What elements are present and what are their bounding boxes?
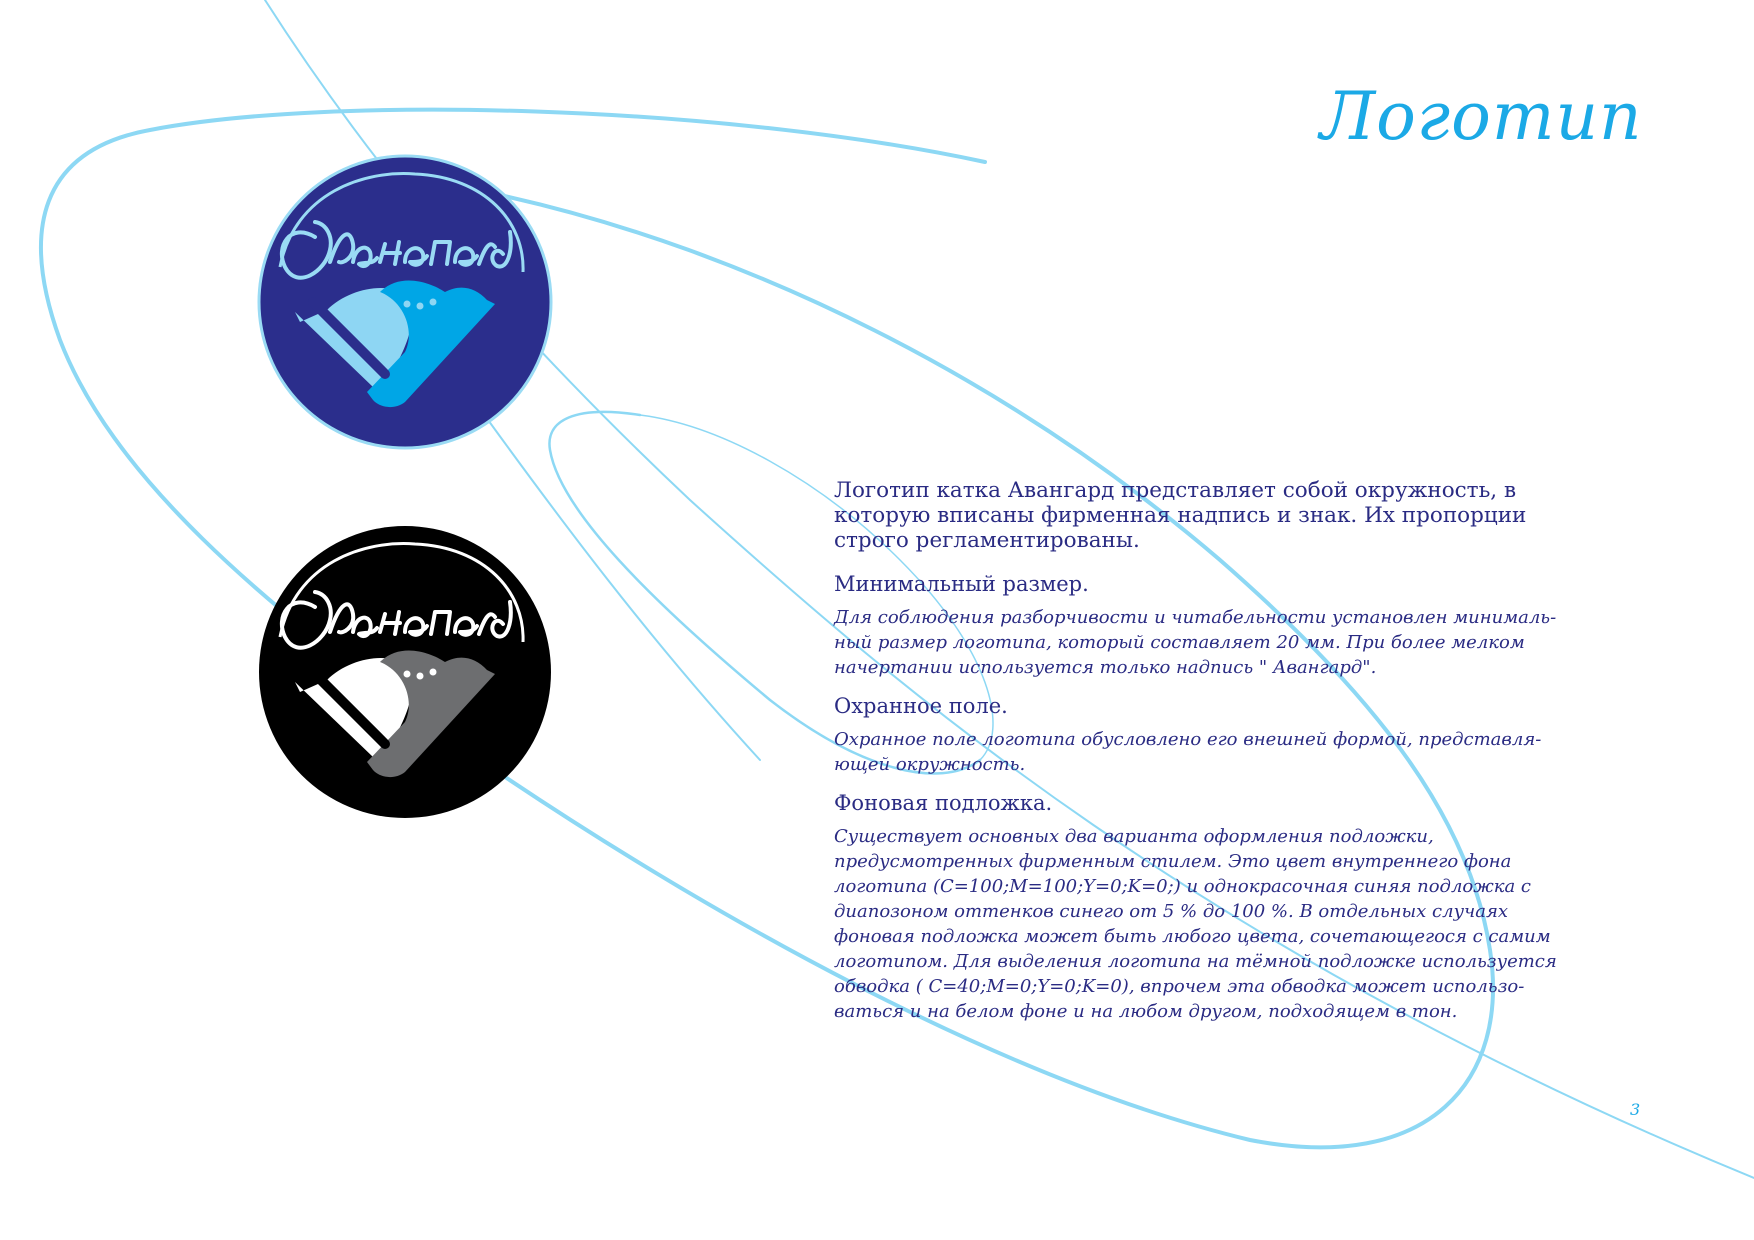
section-heading-background: Фоновая подложка. xyxy=(834,791,1053,815)
section-text-min-size: Для соблюдения разборчивости и читабельности установлен минималь-ный размер логотипа, который составляет 20 мм. При более мелком начертании используется только надпись " Авангард". xyxy=(834,607,1557,678)
intro-paragraph: Логотип катка Авангард представляет собой окружность, в которую вписаны фирменная надпись и знак. Их пропорции строго регламентированы. xyxy=(834,478,1527,553)
logo-description xyxy=(834,478,1574,1038)
logo-emblem xyxy=(255,152,555,452)
logo-mono-version xyxy=(255,522,555,822)
logo-emblem-mono xyxy=(255,522,555,822)
page-number: 3 xyxy=(1630,1100,1641,1119)
logo-color-version xyxy=(255,152,555,452)
section-text-background: Существует основных два варианта оформления подложки, предусмотренных фирменным стилем. Это цвет внутреннего фона логотипа (C=100;M=100;Y=0;K=0;) и однокрасочная синяя подложка с диапозоном оттенков синего от 5 % до 100 %. В отдельных случаях фоновая подложка может быть любого цвета, сочетающегося с самим логотипом. Для выделения логотипа на тёмной подложке используется обводка ( C=40;M=0;Y=0;K=0), впрочем эта обводка может использо-ваться и на белом фоне и на любом другом, подходящем в тон. xyxy=(834,826,1557,1022)
page-title: Логотип xyxy=(1320,78,1643,155)
section-heading-min-size: Минимальный размер. xyxy=(834,572,1089,596)
section-heading-clear-space: Охранное поле. xyxy=(834,694,1008,718)
section-text-clear-space: Охранное поле логотипа обусловлено его внешней формой, представля-ющей окружность. xyxy=(834,729,1542,775)
